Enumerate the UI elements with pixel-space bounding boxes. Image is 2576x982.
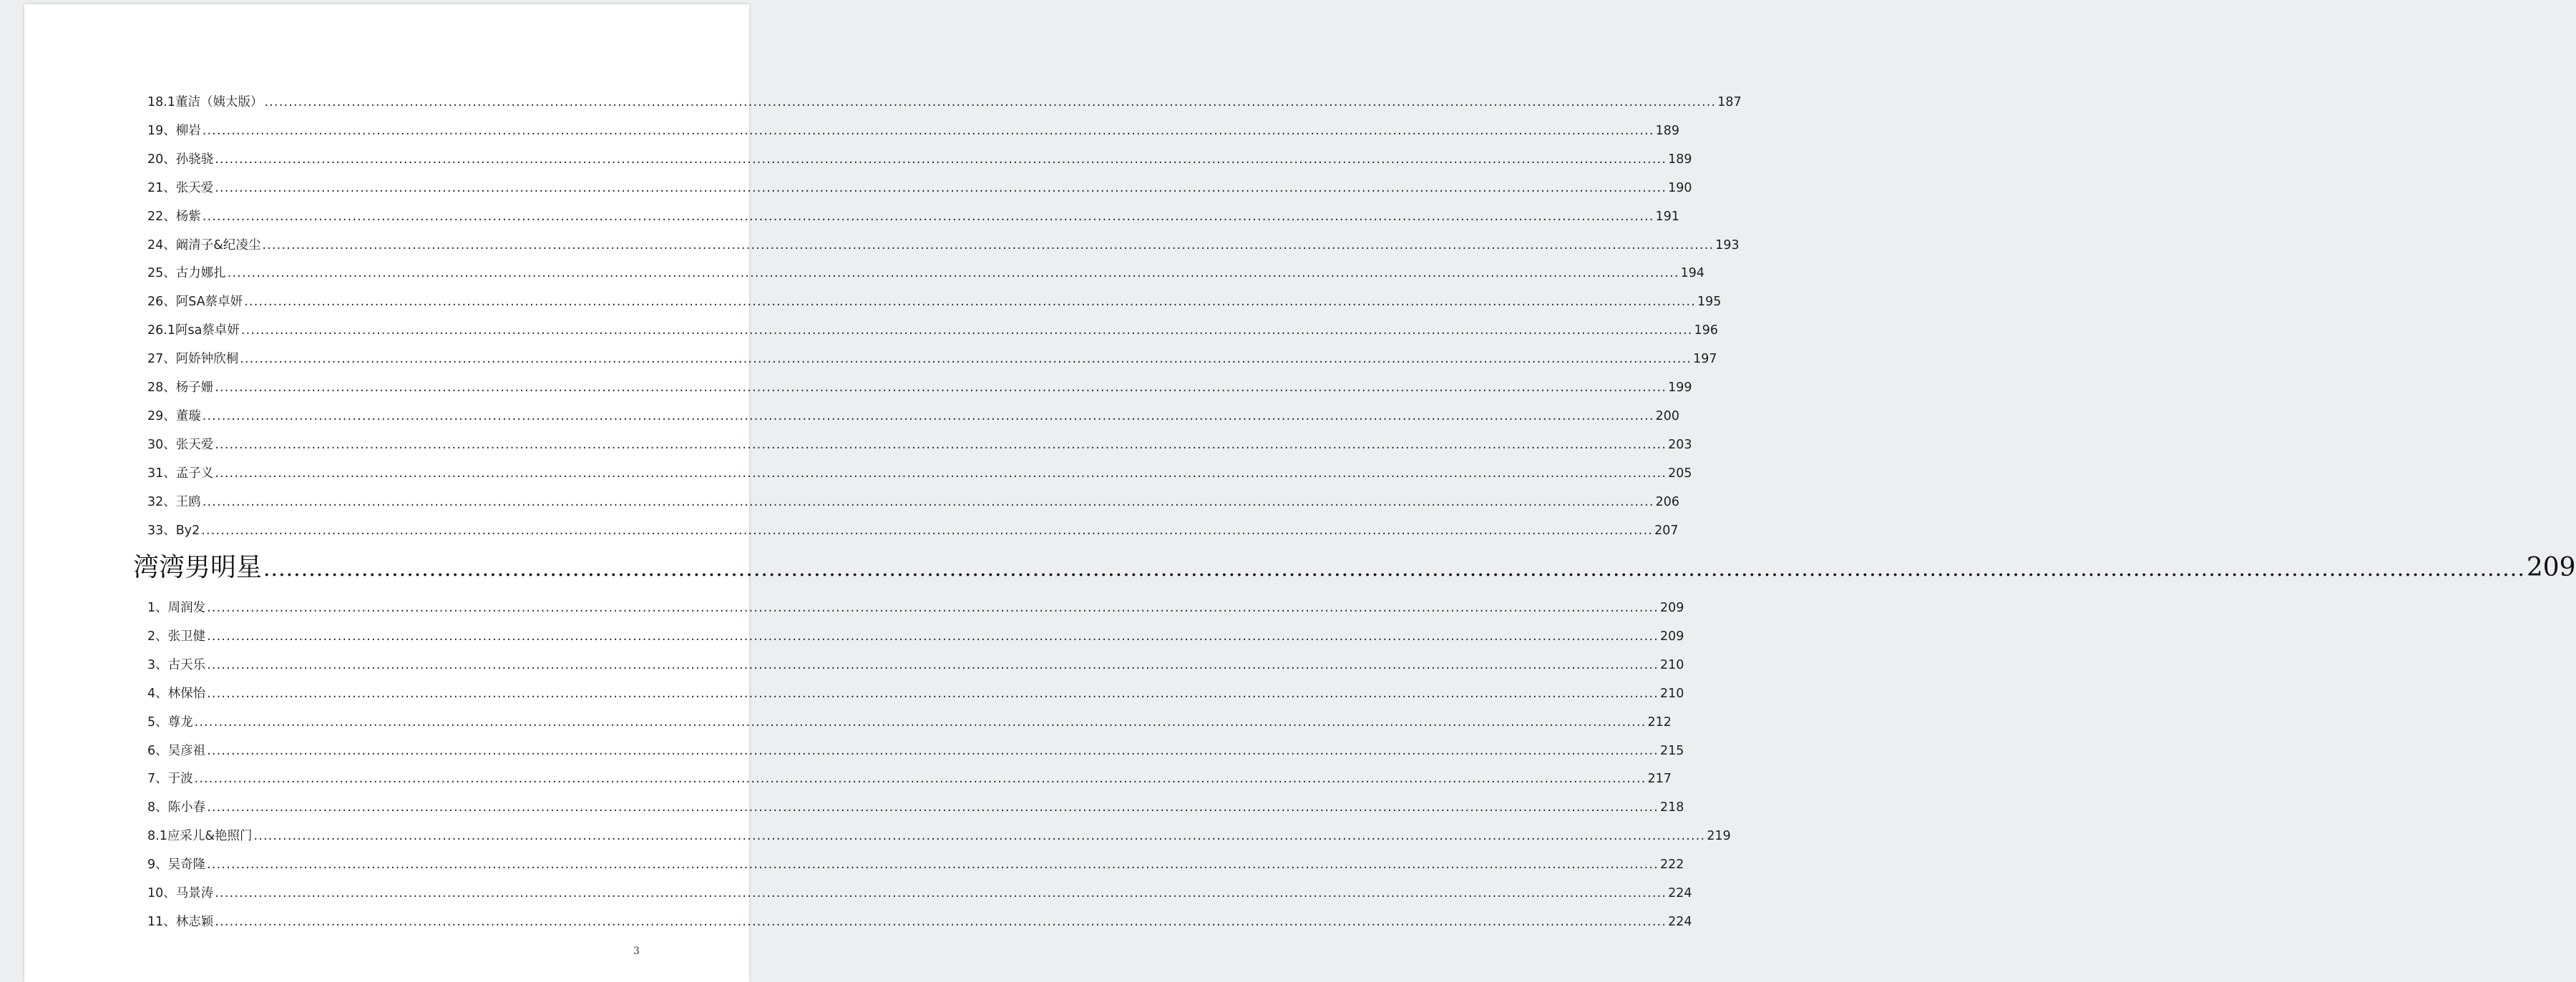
- toc-entry[interactable]: [147, 351, 1717, 367]
- toc-entry[interactable]: [147, 600, 1684, 616]
- toc-entry-title: 10、马景涛: [147, 886, 214, 900]
- toc-entry-page: 210: [1659, 686, 1684, 701]
- toc-entry[interactable]: [147, 323, 1719, 338]
- dot-leader: ............................................................................................................................................................................................................................................................................................................: [262, 237, 1714, 252]
- toc-entry[interactable]: [147, 686, 1684, 702]
- toc-entry[interactable]: [147, 123, 1680, 139]
- dot-leader: ............................................................................................................................................................................................................................................................................................................: [207, 601, 1659, 615]
- document-page: [24, 4, 2576, 982]
- toc-entry-title: 4、林保怡: [147, 686, 206, 701]
- toc-entry-page: 195: [1697, 295, 1722, 310]
- dot-leader: ............................................................................................................................................................................................................................................................................................................: [194, 772, 1646, 787]
- toc-entry[interactable]: [147, 771, 1672, 787]
- toc-entry-title: 26.1阿sa蔡卓妍: [147, 323, 240, 338]
- toc-entry-page: 189: [1668, 152, 1692, 167]
- dot-leader: ............................................................................................................................................................................................................................................................................................................: [263, 556, 2525, 581]
- toc-entry-page: 207: [1654, 523, 1679, 538]
- toc-entry-title: 31、孟子义: [147, 466, 214, 481]
- toc-entry-title: 7、于波: [147, 772, 193, 787]
- dot-leader: ............................................................................................................................................................................................................................................................................................................: [264, 95, 1717, 109]
- toc-entry[interactable]: [147, 743, 1684, 759]
- toc-entry-page: 212: [1647, 715, 1672, 730]
- toc-entry-page: 209: [2526, 553, 2576, 582]
- toc-entry-page: 200: [1655, 408, 1680, 423]
- dot-leader: ............................................................................................................................................................................................................................................................................................................: [240, 323, 1693, 338]
- dot-leader: ............................................................................................................................................................................................................................................................................................................: [215, 466, 1667, 481]
- toc-entry-title: 27、阿娇钟欣桐: [147, 352, 239, 367]
- toc-entry-title: 24、阚清子&纪凌尘: [147, 237, 261, 252]
- toc-entry[interactable]: [147, 237, 1740, 253]
- toc-entry-page: 209: [1659, 629, 1684, 644]
- toc-entry[interactable]: [147, 265, 1705, 281]
- toc-entry-title: 21、张天爱: [147, 180, 214, 195]
- toc-entry-page: 199: [1668, 380, 1692, 395]
- toc-entry[interactable]: [147, 209, 1680, 225]
- toc-entry-page: 196: [1694, 323, 1719, 338]
- toc-entry-title: 25、古力娜扎: [147, 266, 226, 281]
- toc-entry-title: 2、张卫健: [147, 629, 206, 644]
- toc-entry[interactable]: [147, 466, 1692, 481]
- dot-leader: ............................................................................................................................................................................................................................................................................................................: [253, 829, 1706, 844]
- toc-entry[interactable]: [147, 94, 1742, 110]
- toc-entry-title: 22、杨紫: [147, 209, 201, 224]
- toc-entry-page: 206: [1655, 494, 1680, 509]
- toc-entry-page: 197: [1693, 352, 1717, 367]
- toc-entry-page: 224: [1668, 914, 1692, 929]
- toc-entry-title: 28、杨子姗: [147, 380, 214, 395]
- dot-leader: ............................................................................................................................................................................................................................................................................................................: [215, 437, 1667, 452]
- toc-section-heading[interactable]: [133, 552, 2576, 585]
- dot-leader: ............................................................................................................................................................................................................................................................................................................: [201, 523, 1654, 538]
- dot-leader: ............................................................................................................................................................................................................................................................................................................: [202, 209, 1654, 224]
- toc-entry-page: 219: [1707, 829, 1731, 844]
- toc-entry[interactable]: [147, 657, 1684, 673]
- dot-leader: ............................................................................................................................................................................................................................................................................................................: [207, 686, 1659, 701]
- dot-leader: ............................................................................................................................................................................................................................................................................................................: [215, 180, 1667, 195]
- toc-entry[interactable]: [147, 494, 1680, 510]
- toc-entry-title: 32、王鸥: [147, 494, 201, 509]
- toc-entry[interactable]: [147, 408, 1680, 424]
- dot-leader: ............................................................................................................................................................................................................................................................................................................: [215, 380, 1667, 395]
- toc-entry-title: 19、柳岩: [147, 123, 201, 138]
- toc-entry-title: 6、吴彦祖: [147, 743, 206, 758]
- toc-entry-title: 3、古天乐: [147, 657, 206, 672]
- dot-leader: ............................................................................................................................................................................................................................................................................................................: [240, 352, 1692, 367]
- dot-leader: ............................................................................................................................................................................................................................................................................................................: [227, 266, 1679, 281]
- toc-entry[interactable]: [147, 437, 1692, 453]
- toc-entry[interactable]: [147, 885, 1692, 901]
- toc-entry[interactable]: [147, 800, 1684, 815]
- toc-entry-title: 26、阿SA蔡卓妍: [147, 295, 243, 310]
- toc-entry[interactable]: [147, 294, 1722, 310]
- toc-entry-title: 29、董璇: [147, 408, 201, 423]
- toc-entry-page: 222: [1659, 858, 1684, 873]
- toc-entry-page: 205: [1668, 466, 1692, 481]
- dot-leader: ............................................................................................................................................................................................................................................................................................................: [215, 152, 1667, 167]
- toc-entry-page: 209: [1659, 601, 1684, 615]
- toc-entry-title: 30、张天爱: [147, 437, 214, 452]
- toc-entry-title: 9、吴奇隆: [147, 858, 206, 873]
- toc-entry-page: 193: [1715, 237, 1740, 252]
- dot-leader: ............................................................................................................................................................................................................................................................................................................: [244, 295, 1697, 310]
- toc-entry[interactable]: [147, 857, 1684, 873]
- toc-entry[interactable]: [147, 828, 1731, 844]
- toc-entry-page: 203: [1668, 437, 1692, 452]
- toc-entry-page: 217: [1647, 772, 1672, 787]
- dot-leader: ............................................................................................................................................................................................................................................................................................................: [207, 800, 1659, 815]
- toc-entry-title: 1、周润发: [147, 601, 206, 615]
- toc-entry[interactable]: [147, 523, 1679, 539]
- table-of-contents: [24, 4, 2576, 982]
- toc-entry[interactable]: [147, 629, 1684, 644]
- dot-leader: ............................................................................................................................................................................................................................................................................................................: [207, 657, 1659, 672]
- dot-leader: ............................................................................................................................................................................................................................................................................................................: [207, 629, 1659, 644]
- dot-leader: ............................................................................................................................................................................................................................................................................................................: [202, 494, 1654, 509]
- dot-leader: ............................................................................................................................................................................................................................................................................................................: [194, 715, 1646, 730]
- toc-entry[interactable]: [147, 152, 1692, 167]
- toc-entry-title: 5、尊龙: [147, 715, 193, 730]
- toc-entry-title: 20、孙骁骁: [147, 152, 214, 167]
- toc-entry-page: 210: [1659, 657, 1684, 672]
- dot-leader: ............................................................................................................................................................................................................................................................................................................: [207, 743, 1659, 758]
- toc-entry-page: 190: [1668, 180, 1692, 195]
- toc-entry-page: 194: [1680, 266, 1705, 281]
- toc-entry-title: 8.1应采儿&艳照门: [147, 829, 253, 844]
- toc-entry-page: 189: [1655, 123, 1680, 138]
- dot-leader: ............................................................................................................................................................................................................................................................................................................: [215, 886, 1667, 900]
- toc-entry-title: 18.1董洁（姨太版）: [147, 95, 263, 109]
- toc-entry-title: 8、陈小春: [147, 800, 206, 815]
- toc-entry-title: 33、By2: [147, 523, 200, 538]
- toc-entry-page: 187: [1717, 95, 1742, 109]
- toc-entry[interactable]: [147, 914, 1692, 930]
- toc-entry-page: 215: [1659, 743, 1684, 758]
- toc-entry-page: 218: [1659, 800, 1684, 815]
- toc-entry-title: 11、林志颖: [147, 914, 214, 929]
- dot-leader: ............................................................................................................................................................................................................................................................................................................: [202, 123, 1654, 138]
- page-number: 3: [633, 946, 640, 957]
- toc-entry-page: 224: [1668, 886, 1692, 900]
- toc-entry[interactable]: [147, 380, 1692, 396]
- dot-leader: ............................................................................................................................................................................................................................................................................................................: [215, 914, 1667, 929]
- toc-entry-page: 191: [1655, 209, 1680, 224]
- toc-entry-title: 湾湾男明星: [133, 553, 263, 582]
- toc-entry[interactable]: [147, 180, 1692, 196]
- toc-entry[interactable]: [147, 715, 1672, 730]
- dot-leader: ............................................................................................................................................................................................................................................................................................................: [207, 858, 1659, 873]
- dot-leader: ............................................................................................................................................................................................................................................................................................................: [202, 408, 1654, 423]
